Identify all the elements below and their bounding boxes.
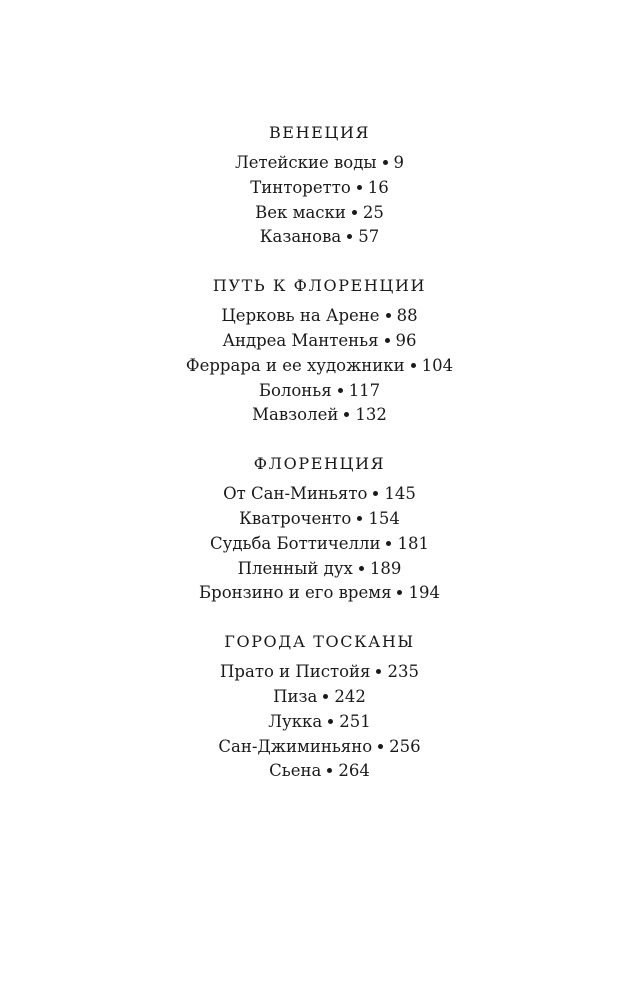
- entry-label: Мавзолей: [252, 405, 339, 425]
- bullet-separator: [373, 491, 378, 496]
- entry-page-number: 88: [396, 306, 418, 326]
- entry-label: Лукка: [268, 711, 323, 731]
- entry-page-number: 235: [387, 662, 419, 682]
- entry-label: Феррара и ее художники: [185, 355, 405, 375]
- entry-label: Казанова: [259, 227, 342, 247]
- entry-label: Век маски: [255, 202, 346, 222]
- toc-section: [0, 274, 639, 428]
- toc-entry: [0, 507, 639, 532]
- entry-label: От Сан-Миньято: [223, 484, 368, 504]
- entry-page-number: 251: [339, 711, 371, 731]
- toc-section: [0, 630, 639, 784]
- entry-page-number: 16: [367, 177, 389, 197]
- entry-page-number: 57: [358, 227, 380, 247]
- toc-entry: [0, 201, 639, 226]
- entry-page-number: 96: [395, 330, 417, 350]
- toc-entry: [0, 176, 639, 201]
- toc-entry: [0, 225, 639, 250]
- toc-entry: [0, 482, 639, 507]
- bullet-separator: [352, 210, 357, 215]
- bullet-separator: [376, 669, 381, 674]
- toc-entry: [0, 532, 639, 557]
- bullet-separator: [411, 363, 416, 368]
- entry-page-number: 242: [334, 686, 366, 706]
- entry-label: Пленный дух: [237, 558, 353, 578]
- toc-entry: [0, 304, 639, 329]
- toc-entry: [0, 735, 639, 760]
- entry-label: Летейские воды: [235, 153, 377, 172]
- entry-label: Прато и Пистойя: [220, 662, 371, 682]
- entry-page-number: 181: [397, 533, 429, 553]
- entry-page-number: 154: [368, 508, 400, 528]
- bullet-separator: [357, 185, 362, 190]
- bullet-separator: [386, 313, 391, 318]
- entry-label: Тинторетто: [250, 177, 351, 197]
- entry-label: Бронзино и его время: [199, 583, 392, 603]
- bullet-separator: [378, 744, 383, 749]
- entry-page-number: 132: [355, 405, 387, 425]
- entry-label: Сан-Джиминьяно: [218, 736, 373, 756]
- bullet-separator: [338, 388, 343, 393]
- bullet-separator: [323, 694, 328, 699]
- section-title: ПУТЬ К ФЛОРЕНЦИИ: [212, 276, 427, 296]
- toc-entry: [0, 710, 639, 735]
- entry-label: Пиза: [273, 686, 318, 706]
- toc-entry: [0, 759, 639, 784]
- entry-label: Болонья: [258, 380, 332, 400]
- entry-label: Сьена: [269, 761, 322, 781]
- entry-page-number: 194: [408, 583, 440, 603]
- section-title: ГОРОДА ТОСКАНЫ: [224, 632, 415, 652]
- toc-entry: [0, 685, 639, 710]
- entry-label: Церковь на Арене: [221, 306, 380, 326]
- bullet-separator: [327, 768, 332, 773]
- bullet-separator: [344, 412, 349, 417]
- toc-entry: [0, 151, 639, 176]
- bullet-separator: [359, 566, 364, 571]
- bullet-separator: [385, 338, 390, 343]
- bullet-separator: [397, 590, 402, 595]
- toc-section: [0, 121, 639, 250]
- entry-label: Андреа Мантенья: [222, 330, 379, 350]
- bullet-separator: [347, 234, 352, 239]
- bullet-separator: [383, 160, 388, 165]
- entry-page-number: 25: [362, 202, 384, 222]
- toc-entry: [0, 403, 639, 428]
- entry-page-number: 256: [389, 736, 421, 756]
- toc-entry: [0, 354, 639, 379]
- bullet-separator: [386, 541, 391, 546]
- entry-page-number: 264: [338, 761, 370, 781]
- entry-page-number: 9: [393, 153, 404, 172]
- bullet-separator: [357, 516, 362, 521]
- entry-label: Кватроченто: [239, 508, 352, 528]
- entry-page-number: 117: [348, 380, 381, 400]
- bullet-separator: [328, 719, 333, 724]
- toc-entry: [0, 379, 639, 404]
- entry-page-number: 104: [421, 355, 454, 375]
- toc-entry: [0, 581, 639, 606]
- section-title: ФЛОРЕНЦИЯ: [253, 454, 386, 474]
- table-of-contents: [0, 121, 639, 808]
- toc-entry: [0, 660, 639, 685]
- entry-label: Судьба Боттичелли: [210, 533, 381, 553]
- entry-page-number: 145: [384, 484, 416, 504]
- toc-entry: [0, 329, 639, 354]
- toc-section: [0, 452, 639, 606]
- section-title: ВЕНЕЦИЯ: [268, 123, 371, 142]
- toc-entry: [0, 557, 639, 582]
- entry-page-number: 189: [369, 558, 402, 578]
